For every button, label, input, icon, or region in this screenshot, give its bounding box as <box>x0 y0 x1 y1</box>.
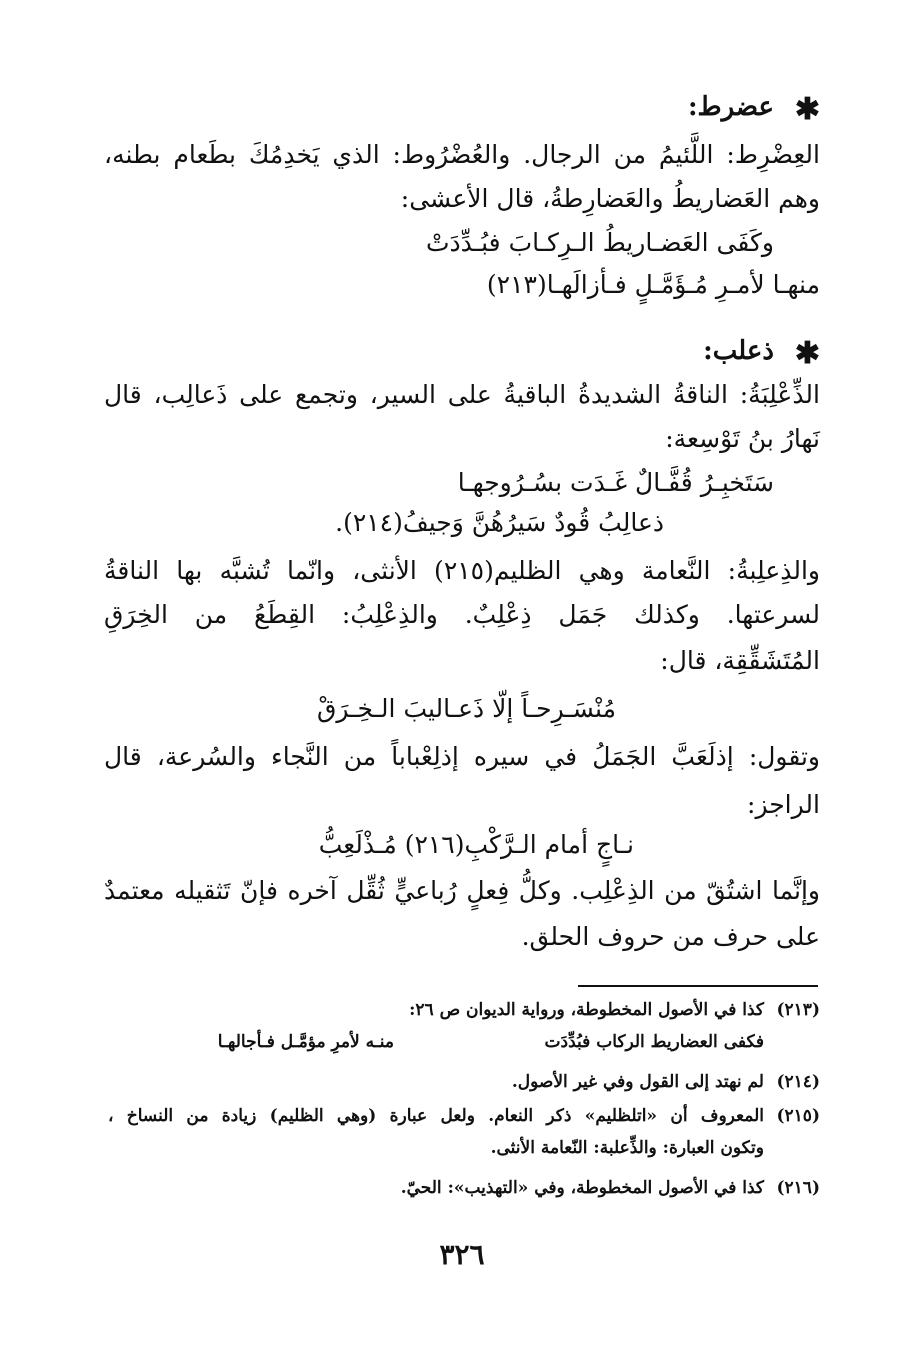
body-line: نَهارُ بنُ تَوْسِعة: <box>665 424 820 453</box>
body-line: على حرف من حروف الحلق. <box>521 922 820 951</box>
body-line: الراجز: <box>747 790 820 819</box>
footnote-text: كذا في الأصول المخطوطة، وفي «التهذيب»: الحيّ. <box>400 1178 764 1198</box>
page-number: ٣٢٦ <box>439 1238 485 1271</box>
entry-marker-icon: ✱ <box>794 336 820 371</box>
verse-line: سَتَخبِـرُ قُفَّـالٌ غَـدَت بسُـرُوجهـا <box>457 468 774 497</box>
footnote-verse: منـه لأمرِ مؤمَّـل فـأجالهـا <box>217 1032 394 1052</box>
verse-line: منهـا لأمـرِ مُـؤَمَّـلٍ فـأزالَهـا(٢١٣) <box>486 270 820 299</box>
body-line: الذِّعْلِبَةُ: الناقةُ الشديدةُ الباقيةُ على السير، وتجمع على ذَعالِب، قال <box>104 380 820 409</box>
body-line: لسرعتها. وكذلك جَمَل ذِعْلِبٌ. والذِعْلِبُ: القِطَعُ من الخِرَقِ <box>104 600 820 629</box>
footnote-text: كذا في الأصول المخطوطة، ورواية الديوان ص ٢٦: <box>409 1000 764 1020</box>
body-line: المُتَشَقِّقِة، قال: <box>660 646 820 675</box>
footnote-number: (٢١٦) <box>776 1178 820 1198</box>
body-line: والذِعلِبةُ: النَّعامة وهي الظليم(٢١٥) الأنثى، وانّما تُشبَّه بها الناقةُ <box>104 556 820 585</box>
footnote-number: (٢١٥) <box>776 1106 820 1126</box>
verse-line: وكَفَى العَضـاريطُ الـرِكـابَ فبُـدِّدَتْ <box>426 228 774 257</box>
footnote-verse: فكفى العضاريط الركاب فبُدِّدَت <box>544 1032 764 1052</box>
body-line: وتقول: إذلَعَبَّ الجَمَلُ في سيره إذلِعْباباً من النَّجاء والسُرعة، قال <box>104 742 820 771</box>
entry-marker-icon: ✱ <box>794 92 820 127</box>
verse-line: ذعالِبُ قُودٌ سَيرُهُنَّ وَجيفُ(٢١٤). <box>335 508 664 537</box>
body-line: وهم العَضاريطُ والعَضارِطةُ، قال الأعشى: <box>400 184 820 213</box>
footnote-text: وتكون العبارة: والذِّعلبة: النّعامة الأنثى. <box>490 1138 764 1158</box>
footnote-number: (٢١٣) <box>776 1000 820 1020</box>
entry-heading: عضرط: <box>687 92 774 122</box>
footnote-divider <box>578 985 818 987</box>
verse-line: مُنْسَـرِحـاً إلّا ذَعـاليبَ الـخِـرَقْ <box>316 694 616 723</box>
entry-heading: ذعلب: <box>703 336 774 366</box>
verse-line: نـاجٍ أمام الـرَّكْبِ(٢١٦) مُـذْلَعِبُّ <box>318 830 634 859</box>
footnote-text: لم نهتد إلى القول وفي غير الأصول. <box>511 1072 764 1092</box>
footnote-text: المعروف أن «اتلظليم» ذكر النعام. ولعل عبارة (وهي الظليم) زيادة من النساخ ، <box>108 1106 764 1126</box>
footnote-number: (٢١٤) <box>776 1072 820 1092</box>
body-line: وإنَّما اشتُقّ من الذِعْلِب. وكلُّ فِعلٍ رُباعيٍّ ثُقِّل آخره فإنّ تَثقيله معتمدٌ <box>104 876 820 905</box>
body-line: العِضْرِط: اللَّئيمُ من الرجال. والعُضْرُوط: الذي يَخدِمُكَ بطَعام بطنه، <box>104 140 820 169</box>
